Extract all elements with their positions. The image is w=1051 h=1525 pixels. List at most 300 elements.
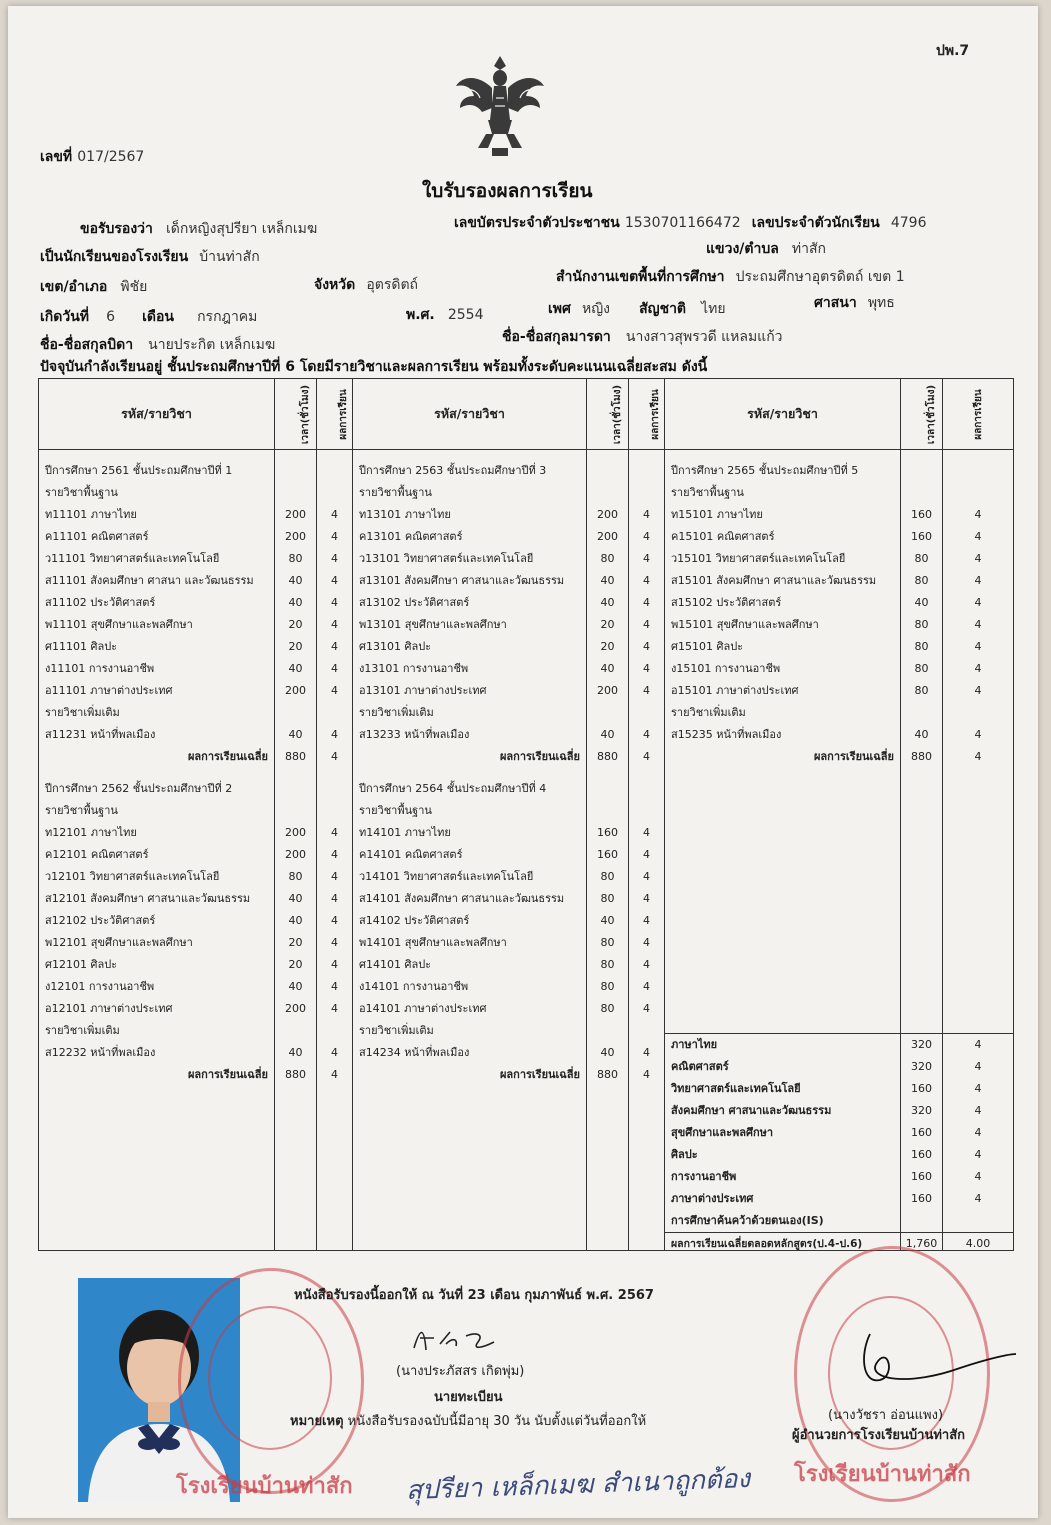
hours-value — [275, 1020, 316, 1042]
garuda-emblem-icon — [452, 52, 548, 160]
hours-value: 20 — [600, 640, 615, 653]
subject-name: ว14101 วิทยาศาสตร์และเทคโนโลยี — [359, 870, 534, 883]
document-code: ปพ.7 — [936, 43, 970, 59]
summary-grades — [943, 1033, 1013, 1255]
summary-grade-value: 4 — [974, 1126, 982, 1139]
column-1-subjects — [39, 450, 275, 1251]
id-card-label: เลขบัตรประจำตัวประชาชน — [454, 215, 620, 231]
summary-subject-name: ศิลปะ — [671, 1148, 698, 1161]
summary-grade-value: 4 — [974, 1060, 982, 1073]
overall-grade-value: 4.00 — [943, 1232, 1013, 1255]
summary-hours — [901, 1033, 942, 1255]
hours-value: 40 — [288, 596, 303, 609]
subject-name: ส15235 หน้าที่พลเมือง — [671, 728, 782, 741]
birth-year-value: 2554 — [447, 307, 484, 323]
hours-value: 40 — [600, 662, 615, 675]
subject-name: ค11101 คณิตศาสตร์ — [45, 530, 149, 543]
grade-header: ผลการเรียน — [943, 379, 1014, 450]
subject-name: ส13233 หน้าที่พลเมือง — [359, 728, 470, 741]
hours-value: 200 — [285, 1002, 306, 1015]
student-no-label: เลขประจำตัวนักเรียน — [751, 215, 880, 231]
subject-name: อ13101 ภาษาต่างประเทศ — [359, 684, 487, 697]
subject-name: ส15101 สังคมศึกษา ศาสนาและวัฒนธรรม — [671, 574, 877, 587]
subject-name: อ15101 ภาษาต่างประเทศ — [671, 684, 799, 697]
province-value: อุตรดิตถ์ — [366, 277, 419, 293]
hours-value — [275, 800, 316, 822]
note-text: หนังสือรับรองฉบับนี้มีอายุ 30 วัน นับตั้งแต่วันที่ออกให้ — [347, 1414, 647, 1429]
summary-hours-value: 160 — [911, 1170, 932, 1183]
hours-value — [901, 482, 942, 504]
subject-name: ว13101 วิทยาศาสตร์และเทคโนโลยี — [359, 552, 534, 565]
subject-header: รหัส/รายวิชา — [39, 379, 275, 450]
summary-hours-value: 160 — [911, 1148, 932, 1161]
subject-group-heading: รายวิชาพื้นฐาน — [359, 486, 432, 499]
hours-value: 80 — [914, 662, 929, 675]
grade-header: ผลการเรียน — [317, 379, 353, 450]
year-heading: ปีการศึกษา 2562 ชั้นประถมศึกษาปีที่ 2 — [45, 782, 233, 795]
subject-name: ง11101 การงานอาชีพ — [45, 662, 155, 675]
hours-value: 880 — [285, 1068, 306, 1081]
summary-hours-value: 160 — [911, 1192, 932, 1205]
hours-value: 80 — [288, 552, 303, 565]
subject-group-heading: รายวิชาเพิ่มเติม — [359, 1024, 434, 1037]
grade-value: 4 — [643, 508, 650, 521]
hours-value: 40 — [288, 980, 303, 993]
hours-value: 200 — [597, 508, 618, 521]
subject-name: อ14101 ภาษาต่างประเทศ — [359, 1002, 487, 1015]
subject-name: ศ13101 ศิลปะ — [359, 640, 432, 653]
hours-value: 200 — [285, 530, 306, 543]
hours-value: 160 — [597, 848, 618, 861]
certify-label: ขอรับรองว่า — [80, 221, 153, 237]
subject-name: ส14102 ประวัติศาสตร์ — [359, 914, 470, 927]
grade-value: 4 — [331, 508, 338, 521]
hours-value — [275, 702, 316, 724]
grade-value: 4 — [974, 508, 982, 521]
summary-grade-value — [943, 1210, 1013, 1232]
grade-value: 4 — [643, 662, 650, 675]
grade-value — [629, 702, 664, 724]
grade-value: 4 — [331, 826, 338, 839]
grade-value — [317, 778, 352, 800]
grade-value: 4 — [331, 958, 338, 971]
year-heading: ปีการศึกษา 2564 ชั้นประถมศึกษาปีที่ 4 — [359, 782, 547, 795]
hours-value: 20 — [288, 936, 303, 949]
hours-value: 160 — [597, 826, 618, 839]
subject-name: ส12102 ประวัติศาสตร์ — [45, 914, 156, 927]
grade-value — [317, 702, 352, 724]
hours-value: 80 — [914, 684, 929, 697]
subject-name: ค15101 คณิตศาสตร์ — [671, 530, 775, 543]
grade-value: 4 — [331, 640, 338, 653]
hours-value: 80 — [600, 892, 615, 905]
grade-value: 4 — [974, 574, 982, 587]
summary-hours-value — [901, 1210, 942, 1232]
summary-subject-name: ภาษาต่างประเทศ — [671, 1192, 754, 1205]
year-heading: ปีการศึกษา 2563 ชั้นประถมศึกษาปีที่ 3 — [359, 464, 547, 477]
average-row-label: ผลการเรียนเฉลี่ย — [499, 750, 580, 763]
average-row-label: ผลการเรียนเฉลี่ย — [187, 750, 268, 763]
sex-value: หญิง — [582, 301, 610, 317]
summary-hours-value: 320 — [911, 1104, 932, 1117]
hours-value: 40 — [600, 596, 615, 609]
subject-name: ส11101 สังคมศึกษา ศาสนา และวัฒนธรรม — [45, 574, 254, 587]
grade-header: ผลการเรียน — [629, 379, 665, 450]
grade-value: 4 — [643, 1002, 650, 1015]
subject-name: ศ12101 ศิลปะ — [45, 958, 118, 971]
hours-value: 20 — [600, 618, 615, 631]
hours-value: 40 — [600, 1046, 615, 1059]
grade-value: 4 — [331, 552, 338, 565]
grade-value: 4 — [331, 892, 338, 905]
grade-value — [629, 800, 664, 822]
hours-value — [901, 460, 942, 482]
summary-hours-value: 320 — [911, 1060, 932, 1073]
grade-value — [629, 1020, 664, 1042]
hours-value: 40 — [288, 892, 303, 905]
hours-value: 880 — [285, 750, 306, 763]
grade-value — [317, 800, 352, 822]
grade-value: 4 — [331, 1068, 338, 1081]
hours-value: 200 — [285, 684, 306, 697]
nationality-label: สัญชาติ — [639, 301, 687, 317]
grade-value: 4 — [643, 596, 650, 609]
id-card-value: 1530701166472 — [624, 215, 741, 231]
hours-value — [587, 460, 628, 482]
birth-day-value: 6 — [106, 309, 116, 325]
hours-value: 200 — [597, 530, 618, 543]
subject-name: ท14101 ภาษาไทย — [359, 826, 451, 839]
hours-value: 40 — [914, 596, 929, 609]
subject-name: ศ11101 ศิลปะ — [45, 640, 118, 653]
grade-value: 4 — [643, 530, 650, 543]
grade-value: 4 — [331, 848, 338, 861]
column-2-grades — [629, 450, 665, 1251]
hours-header: เวลา(ชั่วโมง) — [587, 379, 629, 450]
subject-name: ง12101 การงานอาชีพ — [45, 980, 155, 993]
school-stamp-right: โรงเรียนบ้านท่าสัก — [794, 1462, 971, 1487]
subject-name: ส12101 สังคมศึกษา ศาสนาและวัฒนธรรม — [45, 892, 251, 905]
grade-value: 4 — [331, 596, 338, 609]
grade-value: 4 — [331, 936, 338, 949]
birth-month-value: กรกฎาคม — [197, 309, 258, 325]
grade-value: 4 — [331, 870, 338, 883]
subject-name: อ11101 ภาษาต่างประเทศ — [45, 684, 173, 697]
hours-value — [587, 800, 628, 822]
hours-value: 80 — [600, 552, 615, 565]
grade-value: 4 — [643, 728, 650, 741]
hours-value: 80 — [288, 870, 303, 883]
hours-value: 80 — [600, 936, 615, 949]
grade-value: 4 — [974, 684, 982, 697]
subject-name: ส12232 หน้าที่พลเมือง — [45, 1046, 156, 1059]
note — [290, 1410, 646, 1431]
subject-name: ส14234 หน้าที่พลเมือง — [359, 1046, 470, 1059]
hours-value — [587, 1020, 628, 1042]
subject-header: รหัส/รายวิชา — [353, 379, 587, 450]
hours-value: 80 — [914, 640, 929, 653]
hours-value: 200 — [597, 684, 618, 697]
summary-subject-name: การศึกษาค้นคว้าด้วยตนเอง(IS) — [671, 1214, 824, 1227]
subject-name: ศ14101 ศิลปะ — [359, 958, 432, 971]
subject-name: ค12101 คณิตศาสตร์ — [45, 848, 149, 861]
registrar-name: (นางประภัสสร เกิดพุ่ม) — [396, 1364, 525, 1379]
subject-name: ง13101 การงานอาชีพ — [359, 662, 469, 675]
number-value: 017/2567 — [77, 149, 145, 165]
grade-value: 4 — [974, 662, 982, 675]
grade-value: 4 — [331, 684, 338, 697]
certificate-page — [8, 6, 1038, 1518]
grade-value: 4 — [643, 980, 650, 993]
grade-value: 4 — [643, 574, 650, 587]
grade-value: 4 — [643, 1068, 650, 1081]
subject-name: ศ15101 ศิลปะ — [671, 640, 744, 653]
grade-value: 4 — [974, 750, 982, 763]
nationality-value: ไทย — [701, 301, 726, 317]
hours-value — [275, 460, 316, 482]
grade-value: 4 — [974, 552, 982, 565]
hours-value — [587, 778, 628, 800]
grade-value — [629, 778, 664, 800]
religion-label: ศาสนา — [814, 295, 857, 311]
hours-value: 200 — [285, 848, 306, 861]
subject-group-heading: รายวิชาพื้นฐาน — [671, 486, 744, 499]
column-1-hours — [275, 450, 317, 1251]
overall-hours-value: 1,760 — [901, 1232, 942, 1255]
hours-value — [275, 482, 316, 504]
hours-value: 40 — [600, 728, 615, 741]
grade-value: 4 — [331, 618, 338, 631]
column-3-hours — [901, 450, 943, 1251]
office-value: ประถมศึกษาอุตรดิตถ์ เขต 1 — [735, 269, 905, 285]
hours-value: 200 — [285, 508, 306, 521]
grade-value: 4 — [643, 848, 650, 861]
hours-value: 40 — [600, 574, 615, 587]
grade-value: 4 — [331, 914, 338, 927]
hours-header: เวลา(ชั่วโมง) — [901, 379, 943, 450]
grade-value — [317, 1020, 352, 1042]
hours-value: 40 — [600, 914, 615, 927]
subject-name: ท13101 ภาษาไทย — [359, 508, 451, 521]
office-label: สำนักงานเขตพื้นที่การศึกษา — [556, 269, 725, 285]
year-heading: ปีการศึกษา 2561 ชั้นประถมศึกษาปีที่ 1 — [45, 464, 233, 477]
grade-value: 4 — [974, 640, 982, 653]
mother-value: นางสาวสุพรวดี แหลมแก้ว — [625, 329, 783, 345]
grade-value: 4 — [643, 914, 650, 927]
registrar-signature — [406, 1322, 516, 1356]
father-label: ชื่อ-ชื่อสกุลบิดา — [40, 337, 134, 353]
subject-name: ว11101 วิทยาศาสตร์และเทคโนโลยี — [45, 552, 220, 565]
subject-group-heading: รายวิชาเพิ่มเติม — [671, 706, 746, 719]
hours-value: 80 — [914, 574, 929, 587]
hours-value — [275, 778, 316, 800]
year-heading: ปีการศึกษา 2565 ชั้นประถมศึกษาปีที่ 5 — [671, 464, 859, 477]
grade-value: 4 — [331, 574, 338, 587]
hours-value: 80 — [600, 1002, 615, 1015]
summary-subject-name: การงานอาชีพ — [671, 1170, 737, 1183]
subject-name: พ13101 สุขศึกษาและพลศึกษา — [359, 618, 507, 631]
subject-name: ส14101 สังคมศึกษา ศาสนาและวัฒนธรรม — [359, 892, 565, 905]
issued-text: หนังสือรับรองนี้ออกให้ ณ วันที่ 23 เดือน กุมภาพันธ์ พ.ศ. 2567 — [294, 1288, 654, 1303]
director-title: ผู้อำนวยการโรงเรียนบ้านท่าสัก — [792, 1428, 966, 1443]
grade-value — [943, 460, 1013, 482]
birth-day-label: เกิดวันที่ — [40, 309, 90, 325]
summary-subject-name: คณิตศาสตร์ — [671, 1060, 729, 1073]
note-label: หมายเหตุ — [290, 1414, 344, 1429]
summary-grade-value: 4 — [974, 1104, 982, 1117]
hours-value: 40 — [288, 574, 303, 587]
document-number — [40, 146, 144, 168]
summary-subject-name: ภาษาไทย — [671, 1038, 718, 1051]
number-label: เลขที่ — [40, 149, 73, 165]
average-row-label: ผลการเรียนเฉลี่ย — [499, 1068, 580, 1081]
province-label: จังหวัด — [314, 277, 356, 293]
table-header-row — [39, 379, 1014, 450]
subject-name: ส11231 หน้าที่พลเมือง — [45, 728, 156, 741]
subject-name: พ15101 สุขศึกษาและพลศึกษา — [671, 618, 819, 631]
school-stamp-left: โรงเรียนบ้านท่าสัก — [176, 1474, 353, 1499]
grade-value — [629, 482, 664, 504]
summary-subject-name: สังคมศึกษา ศาสนาและวัฒนธรรม — [671, 1104, 832, 1117]
current-status-text: ปัจจุบันกำลังเรียนอยู่ ชั้นประถมศึกษาปีที่ 6 โดยมีรายวิชาและผลการเรียน พร้อมทั้งระดับคะแนนเฉลี่ยสะสม ดังนี้ — [40, 359, 708, 375]
grade-value: 4 — [974, 530, 982, 543]
hours-value: 160 — [911, 508, 932, 521]
hours-value: 40 — [288, 1046, 303, 1059]
subdistrict-label: แขวง/ตำบล — [706, 241, 779, 257]
column-3-subjects — [665, 450, 901, 1251]
summary-grade-value: 4 — [974, 1170, 982, 1183]
summary-grade-value: 4 — [974, 1192, 982, 1205]
grade-value: 4 — [331, 750, 338, 763]
subject-name: ส13101 สังคมศึกษา ศาสนาและวัฒนธรรม — [359, 574, 565, 587]
student-name: เด็กหญิงสุปรียา เหล็กเมฆ — [165, 221, 318, 237]
hours-value: 40 — [288, 728, 303, 741]
sex-label: เพศ — [548, 301, 571, 317]
grade-value: 4 — [331, 1002, 338, 1015]
grades-table — [38, 378, 1014, 1251]
director-name: (นางวัชรา อ่อนแพง) — [828, 1408, 944, 1423]
grade-value: 4 — [643, 870, 650, 883]
summary-grade-value: 4 — [974, 1038, 982, 1051]
grade-value: 4 — [974, 618, 982, 631]
hours-value: 40 — [288, 662, 303, 675]
hours-value — [587, 482, 628, 504]
subject-name: ว15101 วิทยาศาสตร์และเทคโนโลยี — [671, 552, 846, 565]
grade-value — [943, 482, 1013, 504]
school-value: บ้านท่าสัก — [199, 249, 260, 265]
subject-name: ส13102 ประวัติศาสตร์ — [359, 596, 470, 609]
subject-name: ท11101 ภาษาไทย — [45, 508, 137, 521]
registrar-title: นายทะเบียน — [434, 1390, 503, 1405]
hours-value: 80 — [600, 870, 615, 883]
grade-value: 4 — [643, 618, 650, 631]
subject-name: ค14101 คณิตศาสตร์ — [359, 848, 463, 861]
handwritten-note: สุปรียา เหล็กเมฆ สำเนาถูกต้อง — [405, 1464, 751, 1506]
average-row-label: ผลการเรียนเฉลี่ย — [187, 1068, 268, 1081]
hours-value: 160 — [911, 530, 932, 543]
school-label: เป็นนักเรียนของโรงเรียน — [40, 249, 189, 265]
mother-label: ชื่อ-ชื่อสกุลมารดา — [502, 329, 611, 345]
grade-value: 4 — [331, 980, 338, 993]
subject-name: ว12101 วิทยาศาสตร์และเทคโนโลยี — [45, 870, 220, 883]
district-label: เขต/อำเภอ — [40, 279, 108, 295]
grade-value: 4 — [643, 936, 650, 949]
average-row-label: ผลการเรียนเฉลี่ย — [813, 750, 894, 763]
hours-value: 880 — [911, 750, 932, 763]
subject-group-heading: รายวิชาเพิ่มเติม — [45, 1024, 120, 1037]
grade-value — [943, 702, 1013, 724]
student-no-value: 4796 — [890, 215, 927, 231]
subject-header: รหัส/รายวิชา — [665, 379, 901, 450]
column-2-subjects — [353, 450, 587, 1251]
subject-name: อ12101 ภาษาต่างประเทศ — [45, 1002, 173, 1015]
hours-value: 20 — [288, 640, 303, 653]
grade-value: 4 — [643, 826, 650, 839]
hours-value — [901, 702, 942, 724]
district-value: พิชัย — [120, 279, 148, 295]
subject-group-heading: รายวิชาเพิ่มเติม — [359, 706, 434, 719]
subject-group-heading: รายวิชาพื้นฐาน — [45, 486, 118, 499]
hours-value: 200 — [285, 826, 306, 839]
summary-grade-value: 4 — [974, 1148, 982, 1161]
director-signature — [840, 1324, 1020, 1404]
birth-year-label: พ.ศ. — [406, 307, 435, 323]
summary-grade-value: 4 — [974, 1082, 982, 1095]
grade-value: 4 — [331, 530, 338, 543]
grade-value: 4 — [331, 662, 338, 675]
subject-group-heading: รายวิชาพื้นฐาน — [359, 804, 432, 817]
grade-value — [629, 460, 664, 482]
summary-subject-name: สุขศึกษาและพลศึกษา — [671, 1126, 774, 1139]
grade-value: 4 — [643, 684, 650, 697]
subject-name: ท12101 ภาษาไทย — [45, 826, 137, 839]
grade-value: 4 — [643, 640, 650, 653]
hours-value: 20 — [288, 618, 303, 631]
page-title: ใบรับรองผลการเรียน — [422, 180, 593, 202]
subject-name: ส15102 ประวัติศาสตร์ — [671, 596, 782, 609]
hours-value: 80 — [600, 980, 615, 993]
table-body-row — [39, 450, 1014, 1251]
summary-hours-value: 160 — [911, 1126, 932, 1139]
overall-average-label: ผลการเรียนเฉลี่ยตลอดหลักสูตร(ป.4-ป.6) — [665, 1232, 900, 1255]
hours-value: 40 — [288, 914, 303, 927]
hours-value — [587, 702, 628, 724]
grade-value: 4 — [331, 728, 338, 741]
grade-value: 4 — [643, 750, 650, 763]
grade-value: 4 — [974, 596, 982, 609]
subject-name: ส11102 ประวัติศาสตร์ — [45, 596, 156, 609]
subject-group-heading: รายวิชาเพิ่มเติม — [45, 706, 120, 719]
grade-value: 4 — [643, 552, 650, 565]
subject-name: ง14101 การงานอาชีพ — [359, 980, 469, 993]
hours-value: 80 — [914, 552, 929, 565]
hours-value: 20 — [288, 958, 303, 971]
subject-group-heading: รายวิชาพื้นฐาน — [45, 804, 118, 817]
hours-value: 80 — [914, 618, 929, 631]
summary-hours-value: 160 — [911, 1082, 932, 1095]
summary-subjects — [665, 1033, 900, 1255]
grade-value: 4 — [331, 1046, 338, 1059]
column-2-hours — [587, 450, 629, 1251]
subdistrict-value: ท่าสัก — [791, 241, 827, 257]
grade-value: 4 — [643, 892, 650, 905]
birth-month-label: เดือน — [142, 309, 174, 325]
hours-header: เวลา(ชั่วโมง) — [275, 379, 317, 450]
hours-value: 880 — [597, 1068, 618, 1081]
summary-hours-value: 320 — [911, 1038, 932, 1051]
subject-name: ท15101 ภาษาไทย — [671, 508, 763, 521]
subject-name: พ12101 สุขศึกษาและพลศึกษา — [45, 936, 193, 949]
